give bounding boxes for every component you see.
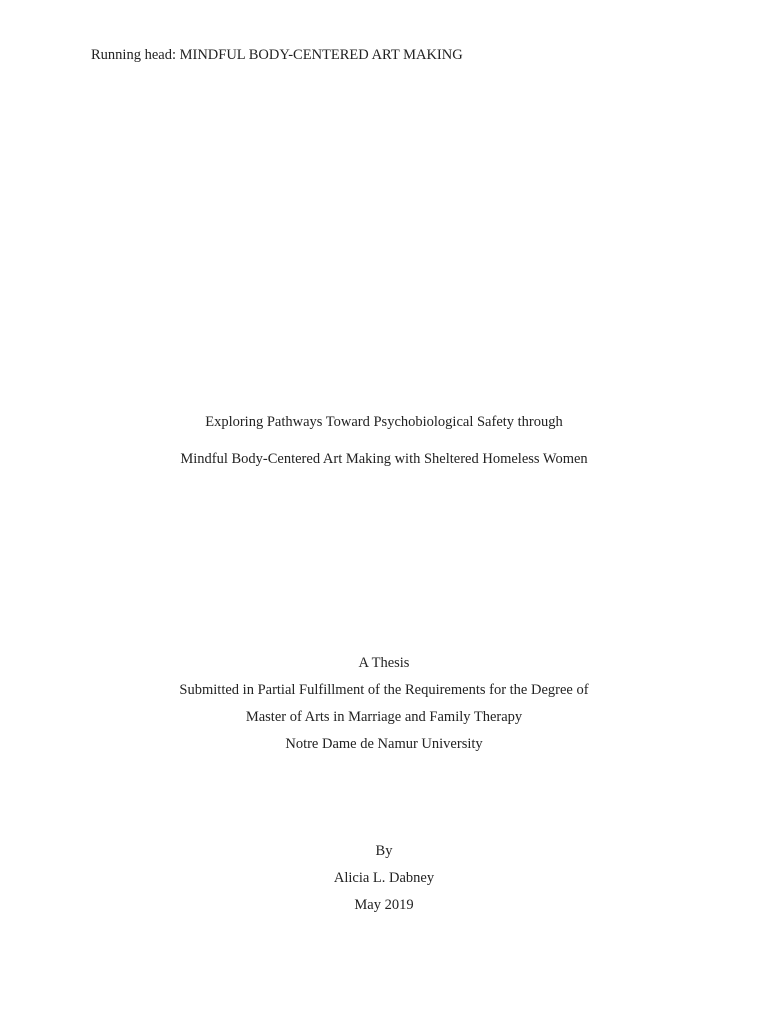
title-line-2: Mindful Body-Centered Art Making with Sheltered Homeless Women bbox=[180, 451, 588, 467]
title-line-1: Exploring Pathways Toward Psychobiological Safety through bbox=[205, 414, 563, 430]
document-type: A Thesis bbox=[358, 655, 410, 671]
university-name: Notre Dame de Namur University bbox=[285, 736, 483, 752]
by-label: By bbox=[375, 843, 393, 859]
submission-date: May 2019 bbox=[354, 897, 414, 913]
running-head: Running head: MINDFUL BODY-CENTERED ART MAKING bbox=[91, 47, 463, 63]
author-name: Alicia L. Dabney bbox=[333, 870, 435, 886]
degree-name: Master of Arts in Marriage and Family Therapy bbox=[245, 709, 523, 725]
fulfillment-statement: Submitted in Partial Fulfillment of the Requirements for the Degree of bbox=[179, 682, 589, 698]
